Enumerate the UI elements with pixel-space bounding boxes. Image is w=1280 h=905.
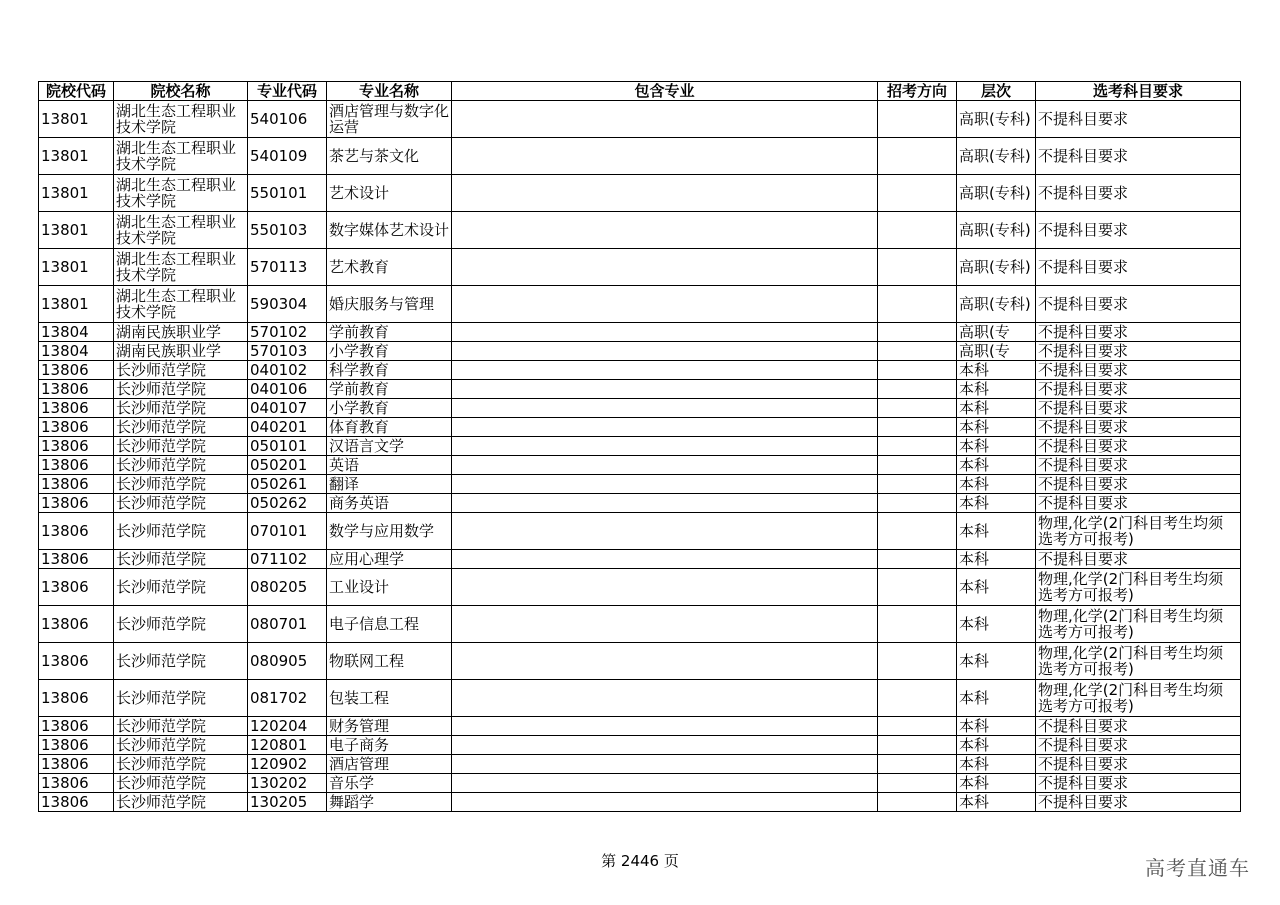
cell-major-name: 数学与应用数学 [327, 513, 452, 550]
cell-major-code: 070101 [248, 513, 327, 550]
cell-major-name: 工业设计 [327, 569, 452, 606]
cell-school-code: 13806 [39, 606, 114, 643]
cell-major-name: 电子商务 [327, 736, 452, 755]
cell-subject-requirement: 不提科目要求 [1036, 175, 1241, 212]
cell-level: 本科 [957, 513, 1036, 550]
cell-direction [878, 550, 957, 569]
cell-school-code: 13806 [39, 793, 114, 812]
cell-major-name: 科学教育 [327, 361, 452, 380]
cell-school-name: 长沙师范学院 [114, 361, 248, 380]
cell-subject-requirement: 不提科目要求 [1036, 456, 1241, 475]
table-row [39, 736, 1241, 755]
cell-major-code: 540109 [248, 138, 327, 175]
cell-direction [878, 342, 957, 361]
cell-subject-requirement: 不提科目要求 [1036, 212, 1241, 249]
cell-major-name: 包装工程 [327, 680, 452, 717]
cell-subject-requirement: 不提科目要求 [1036, 249, 1241, 286]
table-row [39, 101, 1241, 138]
cell-major-code: 071102 [248, 550, 327, 569]
cell-included-majors [452, 212, 878, 249]
cell-school-name: 长沙师范学院 [114, 513, 248, 550]
table-row [39, 212, 1241, 249]
cell-direction [878, 286, 957, 323]
cell-included-majors [452, 323, 878, 342]
cell-major-name: 学前教育 [327, 323, 452, 342]
cell-school-name: 长沙师范学院 [114, 717, 248, 736]
cell-school-code: 13806 [39, 680, 114, 717]
cell-direction [878, 437, 957, 456]
cell-major-name: 小学教育 [327, 342, 452, 361]
table-row [39, 286, 1241, 323]
cell-subject-requirement: 物理,化学(2门科目考生均须选考方可报考) [1036, 680, 1241, 717]
cell-included-majors [452, 550, 878, 569]
table-row [39, 380, 1241, 399]
cell-major-code: 050201 [248, 456, 327, 475]
cell-major-name: 学前教育 [327, 380, 452, 399]
cell-level: 本科 [957, 606, 1036, 643]
cell-subject-requirement: 不提科目要求 [1036, 286, 1241, 323]
cell-major-code: 080701 [248, 606, 327, 643]
page-number: 第 2446 页 [601, 852, 679, 870]
cell-subject-requirement: 物理,化学(2门科目考生均须选考方可报考) [1036, 643, 1241, 680]
cell-included-majors [452, 342, 878, 361]
table-row [39, 323, 1241, 342]
cell-level: 高职(专科) [957, 138, 1036, 175]
cell-major-name: 酒店管理与数字化运营 [327, 101, 452, 138]
cell-included-majors [452, 569, 878, 606]
table-row [39, 643, 1241, 680]
cell-included-majors [452, 717, 878, 736]
cell-school-name: 湖南民族职业学 [114, 323, 248, 342]
cell-school-code: 13806 [39, 736, 114, 755]
cell-major-name: 物联网工程 [327, 643, 452, 680]
table-row [39, 755, 1241, 774]
cell-major-code: 540106 [248, 101, 327, 138]
cell-school-name: 长沙师范学院 [114, 456, 248, 475]
cell-major-code: 050262 [248, 494, 327, 513]
cell-major-code: 080905 [248, 643, 327, 680]
cell-subject-requirement: 不提科目要求 [1036, 793, 1241, 812]
header-direction: 招考方向 [878, 82, 957, 101]
cell-included-majors [452, 475, 878, 494]
table-row [39, 550, 1241, 569]
cell-school-name: 湖北生态工程职业技术学院 [114, 212, 248, 249]
cell-major-name: 英语 [327, 456, 452, 475]
cell-level: 本科 [957, 680, 1036, 717]
cell-school-code: 13806 [39, 494, 114, 513]
cell-direction [878, 755, 957, 774]
table-row [39, 513, 1241, 550]
cell-included-majors [452, 286, 878, 323]
cell-level: 本科 [957, 550, 1036, 569]
cell-school-name: 长沙师范学院 [114, 680, 248, 717]
cell-school-name: 长沙师范学院 [114, 418, 248, 437]
cell-included-majors [452, 437, 878, 456]
cell-included-majors [452, 249, 878, 286]
cell-direction [878, 175, 957, 212]
cell-major-code: 050101 [248, 437, 327, 456]
cell-level: 本科 [957, 494, 1036, 513]
table-row [39, 793, 1241, 812]
cell-school-code: 13806 [39, 755, 114, 774]
cell-major-code: 570103 [248, 342, 327, 361]
cell-school-code: 13806 [39, 550, 114, 569]
table-row [39, 361, 1241, 380]
cell-school-name: 长沙师范学院 [114, 380, 248, 399]
cell-included-majors [452, 138, 878, 175]
cell-major-name: 音乐学 [327, 774, 452, 793]
cell-school-code: 13804 [39, 342, 114, 361]
cell-included-majors [452, 456, 878, 475]
cell-included-majors [452, 380, 878, 399]
admission-table [38, 81, 1241, 812]
cell-school-code: 13806 [39, 418, 114, 437]
cell-school-code: 13806 [39, 361, 114, 380]
cell-school-name: 长沙师范学院 [114, 774, 248, 793]
cell-school-name: 长沙师范学院 [114, 550, 248, 569]
cell-major-name: 体育教育 [327, 418, 452, 437]
cell-level: 本科 [957, 437, 1036, 456]
cell-school-name: 长沙师范学院 [114, 475, 248, 494]
cell-level: 高职(专科) [957, 212, 1036, 249]
cell-school-code: 13801 [39, 138, 114, 175]
cell-direction [878, 399, 957, 418]
cell-subject-requirement: 不提科目要求 [1036, 475, 1241, 494]
cell-direction [878, 494, 957, 513]
header-level: 层次 [957, 82, 1036, 101]
table-row [39, 475, 1241, 494]
cell-major-name: 茶艺与茶文化 [327, 138, 452, 175]
table-row [39, 606, 1241, 643]
table-row [39, 175, 1241, 212]
cell-level: 本科 [957, 793, 1036, 812]
cell-major-name: 数字媒体艺术设计 [327, 212, 452, 249]
cell-school-name: 长沙师范学院 [114, 494, 248, 513]
cell-major-name: 艺术设计 [327, 175, 452, 212]
cell-major-code: 040106 [248, 380, 327, 399]
cell-level: 本科 [957, 569, 1036, 606]
cell-direction [878, 793, 957, 812]
cell-subject-requirement: 不提科目要求 [1036, 774, 1241, 793]
cell-major-name: 财务管理 [327, 717, 452, 736]
cell-major-code: 120801 [248, 736, 327, 755]
watermark: 高考直通车 [1145, 856, 1250, 880]
cell-major-name: 电子信息工程 [327, 606, 452, 643]
cell-included-majors [452, 101, 878, 138]
cell-major-name: 酒店管理 [327, 755, 452, 774]
cell-major-code: 120902 [248, 755, 327, 774]
table-row [39, 437, 1241, 456]
cell-level: 本科 [957, 418, 1036, 437]
table-header-row [39, 82, 1241, 101]
table-row [39, 399, 1241, 418]
cell-level: 本科 [957, 380, 1036, 399]
cell-included-majors [452, 399, 878, 418]
header-major-name: 专业名称 [327, 82, 452, 101]
cell-major-code: 040102 [248, 361, 327, 380]
table-row [39, 494, 1241, 513]
cell-major-code: 080205 [248, 569, 327, 606]
cell-major-code: 081702 [248, 680, 327, 717]
cell-major-code: 550103 [248, 212, 327, 249]
cell-level: 高职(专科) [957, 175, 1036, 212]
cell-school-name: 湖北生态工程职业技术学院 [114, 249, 248, 286]
cell-subject-requirement: 不提科目要求 [1036, 323, 1241, 342]
cell-direction [878, 361, 957, 380]
cell-school-code: 13806 [39, 774, 114, 793]
table-row [39, 717, 1241, 736]
header-subject-requirement: 选考科目要求 [1036, 82, 1241, 101]
header-major-code: 专业代码 [248, 82, 327, 101]
cell-level: 本科 [957, 774, 1036, 793]
cell-level: 高职(专科) [957, 286, 1036, 323]
cell-level: 本科 [957, 361, 1036, 380]
cell-direction [878, 380, 957, 399]
cell-level: 高职(专科) [957, 249, 1036, 286]
table-row [39, 569, 1241, 606]
cell-included-majors [452, 175, 878, 212]
cell-subject-requirement: 不提科目要求 [1036, 399, 1241, 418]
cell-level: 本科 [957, 736, 1036, 755]
cell-school-name: 湖北生态工程职业技术学院 [114, 138, 248, 175]
cell-direction [878, 513, 957, 550]
cell-subject-requirement: 不提科目要求 [1036, 755, 1241, 774]
cell-direction [878, 643, 957, 680]
cell-included-majors [452, 494, 878, 513]
cell-subject-requirement: 不提科目要求 [1036, 138, 1241, 175]
cell-major-name: 艺术教育 [327, 249, 452, 286]
cell-school-code: 13806 [39, 456, 114, 475]
cell-direction [878, 249, 957, 286]
cell-major-code: 120204 [248, 717, 327, 736]
cell-included-majors [452, 680, 878, 717]
cell-included-majors [452, 736, 878, 755]
cell-school-name: 长沙师范学院 [114, 569, 248, 606]
cell-major-code: 050261 [248, 475, 327, 494]
cell-included-majors [452, 774, 878, 793]
table-row [39, 456, 1241, 475]
cell-school-code: 13801 [39, 249, 114, 286]
cell-major-name: 婚庆服务与管理 [327, 286, 452, 323]
table-row [39, 249, 1241, 286]
cell-level: 高职(专 [957, 342, 1036, 361]
cell-level: 本科 [957, 643, 1036, 680]
cell-subject-requirement: 物理,化学(2门科目考生均须选考方可报考) [1036, 569, 1241, 606]
cell-major-name: 小学教育 [327, 399, 452, 418]
cell-school-code: 13801 [39, 175, 114, 212]
cell-major-code: 130202 [248, 774, 327, 793]
cell-school-name: 长沙师范学院 [114, 736, 248, 755]
cell-major-code: 550101 [248, 175, 327, 212]
cell-subject-requirement: 物理,化学(2门科目考生均须选考方可报考) [1036, 606, 1241, 643]
cell-school-code: 13801 [39, 101, 114, 138]
cell-direction [878, 418, 957, 437]
cell-included-majors [452, 793, 878, 812]
cell-major-name: 舞蹈学 [327, 793, 452, 812]
cell-level: 本科 [957, 755, 1036, 774]
table-row [39, 418, 1241, 437]
cell-school-name: 湖南民族职业学 [114, 342, 248, 361]
cell-subject-requirement: 不提科目要求 [1036, 550, 1241, 569]
cell-subject-requirement: 不提科目要求 [1036, 342, 1241, 361]
cell-major-code: 130205 [248, 793, 327, 812]
cell-subject-requirement: 不提科目要求 [1036, 437, 1241, 456]
cell-subject-requirement: 不提科目要求 [1036, 736, 1241, 755]
cell-subject-requirement: 不提科目要求 [1036, 361, 1241, 380]
table-row [39, 680, 1241, 717]
cell-subject-requirement: 不提科目要求 [1036, 494, 1241, 513]
cell-major-code: 040201 [248, 418, 327, 437]
cell-subject-requirement: 不提科目要求 [1036, 418, 1241, 437]
cell-major-code: 570102 [248, 323, 327, 342]
cell-direction [878, 569, 957, 606]
cell-school-code: 13804 [39, 323, 114, 342]
cell-included-majors [452, 755, 878, 774]
cell-school-name: 长沙师范学院 [114, 643, 248, 680]
cell-direction [878, 323, 957, 342]
cell-direction [878, 101, 957, 138]
cell-major-name: 汉语言文学 [327, 437, 452, 456]
cell-included-majors [452, 361, 878, 380]
cell-level: 本科 [957, 399, 1036, 418]
table-row [39, 774, 1241, 793]
cell-school-name: 长沙师范学院 [114, 793, 248, 812]
cell-subject-requirement: 不提科目要求 [1036, 717, 1241, 736]
cell-school-code: 13806 [39, 717, 114, 736]
cell-direction [878, 138, 957, 175]
cell-school-code: 13801 [39, 286, 114, 323]
cell-included-majors [452, 418, 878, 437]
table-body [39, 101, 1241, 812]
header-included-majors: 包含专业 [452, 82, 878, 101]
cell-direction [878, 212, 957, 249]
cell-level: 高职(专科) [957, 101, 1036, 138]
cell-school-code: 13806 [39, 380, 114, 399]
cell-major-name: 翻译 [327, 475, 452, 494]
cell-level: 本科 [957, 717, 1036, 736]
cell-direction [878, 774, 957, 793]
cell-school-name: 湖北生态工程职业技术学院 [114, 175, 248, 212]
cell-school-code: 13806 [39, 569, 114, 606]
cell-school-name: 湖北生态工程职业技术学院 [114, 101, 248, 138]
cell-major-name: 商务英语 [327, 494, 452, 513]
cell-school-code: 13806 [39, 643, 114, 680]
cell-level: 本科 [957, 475, 1036, 494]
cell-direction [878, 456, 957, 475]
cell-subject-requirement: 物理,化学(2门科目考生均须选考方可报考) [1036, 513, 1241, 550]
cell-level: 本科 [957, 456, 1036, 475]
cell-direction [878, 475, 957, 494]
cell-major-code: 590304 [248, 286, 327, 323]
cell-school-code: 13806 [39, 475, 114, 494]
cell-school-code: 13806 [39, 399, 114, 418]
cell-school-code: 13806 [39, 437, 114, 456]
cell-level: 高职(专 [957, 323, 1036, 342]
cell-school-name: 长沙师范学院 [114, 437, 248, 456]
cell-direction [878, 680, 957, 717]
cell-school-name: 长沙师范学院 [114, 606, 248, 643]
cell-included-majors [452, 513, 878, 550]
header-school-name: 院校名称 [114, 82, 248, 101]
cell-school-code: 13801 [39, 212, 114, 249]
cell-school-name: 长沙师范学院 [114, 399, 248, 418]
cell-school-name: 湖北生态工程职业技术学院 [114, 286, 248, 323]
cell-direction [878, 717, 957, 736]
cell-direction [878, 736, 957, 755]
table-row [39, 342, 1241, 361]
header-school-code: 院校代码 [39, 82, 114, 101]
cell-direction [878, 606, 957, 643]
cell-included-majors [452, 643, 878, 680]
cell-major-name: 应用心理学 [327, 550, 452, 569]
cell-included-majors [452, 606, 878, 643]
cell-subject-requirement: 不提科目要求 [1036, 380, 1241, 399]
cell-school-code: 13806 [39, 513, 114, 550]
table-row [39, 138, 1241, 175]
cell-subject-requirement: 不提科目要求 [1036, 101, 1241, 138]
cell-major-code: 570113 [248, 249, 327, 286]
cell-school-name: 长沙师范学院 [114, 755, 248, 774]
cell-major-code: 040107 [248, 399, 327, 418]
